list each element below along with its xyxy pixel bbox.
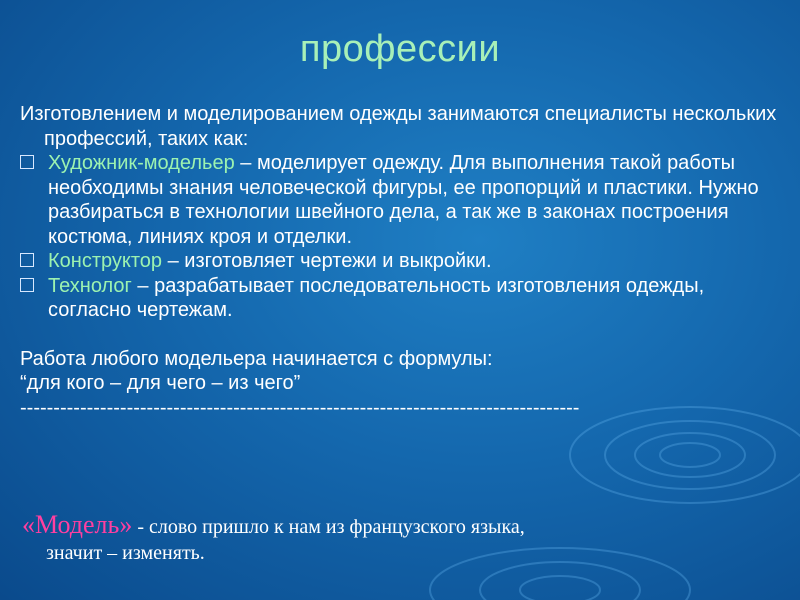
list-item-constructor [20,249,790,274]
description-constructor: – изготовляет чертежи и выкройки. [162,250,492,272]
slide-body [20,102,790,420]
note-line-1 [22,512,792,540]
dashed-separator: ------------------------------------------------------------------------------------ [20,396,580,419]
term-technologist: Технолог [48,274,132,297]
spacer [20,323,790,347]
model-word: «Модель» [22,510,133,539]
formula-intro: Работа любого модельера начинается с формулы: [20,347,493,370]
description-technologist: – разрабатывает последовательность изготовления одежды, согласно чертежам. [48,274,705,321]
list-item-technologist [20,274,790,323]
term-artist: Художник-модельер [48,152,235,174]
note-rest: - слово пришло к нам из французского языка, [132,516,525,538]
intro-paragraph: Изготовлением и моделированием одежды занимаются специалисты нескольких профессий, таких как: [20,103,777,150]
formula-quote: “для кого – для чего – из чего” [20,372,301,394]
note-line-2: значит – изменять. [46,542,205,564]
list-item-artist [20,151,790,249]
checkbox-bullet-icon [20,253,34,267]
term-constructor: Конструктор [48,250,163,272]
slide-title: профессии [299,28,501,70]
description-artist: – моделирует одежду. Для выполнения такой работы необходимы знания человеческой фигуры, ее пропорций и пластики. Нужно разбираться в технологии швейного дела, а так же в законах построения костюма, линиях кроя и отделки. [48,152,759,248]
checkbox-bullet-icon [20,155,34,169]
checkbox-bullet-icon [20,278,34,292]
model-note [22,512,792,566]
